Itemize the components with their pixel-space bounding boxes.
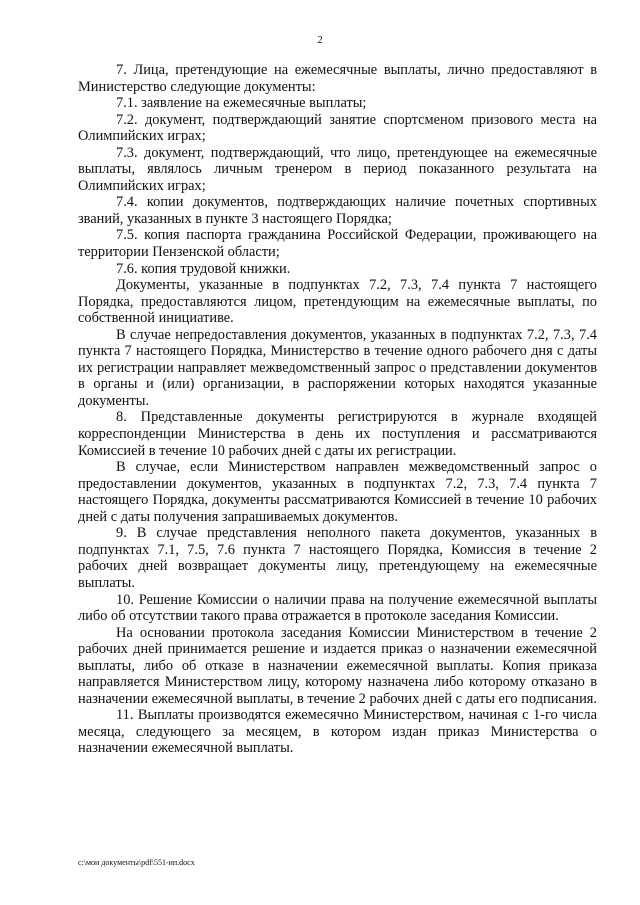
paragraph-7: 7. Лица, претендующие на ежемесячные выплаты, лично предоставляют в Министерство следующие документы: <box>78 62 597 95</box>
paragraph-7-4: 7.4. копии документов, подтверждающих наличие почетных спортивных званий, указанных в пункте 3 настоящего Порядка; <box>78 194 597 227</box>
paragraph-non-provision: В случае непредоставления документов, указанных в подпунктах 7.2, 7.3, 7.4 пункта 7 настоящего Порядка, Министерство в течение одного рабочего дня с даты их регистрации направляет межведомственный запрос о представлении документов в органы и (или) организации, в распоряжении которых находятся указанные документы. <box>78 326 597 409</box>
paragraph-7-5: 7.5. копия паспорта гражданина Российской Федерации, проживающего на территории Пензенской области; <box>78 227 597 261</box>
paragraph-7-6: 7.6. копия трудовой книжки. <box>116 260 291 277</box>
paragraph-10: 10. Решение Комиссии о наличии права на получение ежемесячной выплаты либо об отсутствии такого права отражается в протоколе заседания Комиссии. <box>78 591 597 625</box>
footer-file-path: c:\мои документы\pdf\551-ип.docx <box>78 858 195 867</box>
paragraph-9: 9. В случае представления неполного пакета документов, указанных в подпунктах 7.1, 7.5, 7.6 пункта 7 настоящего Порядка, Комиссия в течение 2 рабочих дней возвращает документы лицу, претендующему на ежемесячные выплаты. <box>78 525 597 591</box>
document-body <box>78 62 597 757</box>
paragraph-documents-initiative: Документы, указанные в подпунктах 7.2, 7.3, 7.4 пункта 7 настоящего Порядка, предоставляются лицом, претендующим на ежемесячные выплаты, по собственной инициативе. <box>78 277 597 327</box>
paragraph-7-1: 7.1. заявление на ежемесячные выплаты; <box>116 95 367 112</box>
paragraph-8: 8. Представленные документы регистрируются в журнале входящей корреспонденции Министерства в день их поступления и рассматриваются Комиссией в течение 10 рабочих дней с даты их регистрации. <box>78 409 597 459</box>
page-number: 2 <box>317 34 323 46</box>
paragraph-7-3: 7.3. документ, подтверждающий, что лицо, претендующее на ежемесячные выплаты, являлось личным тренером в период показанного результата на Олимпийских играх; <box>78 144 597 194</box>
paragraph-protocol-decision: На основании протокола заседания Комиссии Министерством в течение 2 рабочих дней принимается решение и издается приказ о назначении ежемесячной выплаты, либо об отказе в назначении ежемесячной выплаты. Копия приказа направляется Министерством лицу, которому назначена либо которому отказано в назначении ежемесячной выплаты, в течение 2 рабочих дней с даты его подписания. <box>78 624 598 707</box>
paragraph-interagency-request: В случае, если Министерством направлен межведомственный запрос о предоставлении документов, указанных в подпунктах 7.2, 7.3, 7.4 пункта 7 настоящего Порядка, документы рассматриваются Комиссией в течение 10 рабочих дней с даты получения запрашиваемых документов. <box>78 459 597 525</box>
paragraph-7-2: 7.2. документ, подтверждающий занятие спортсменом призового места на Олимпийских играх; <box>78 111 597 145</box>
paragraph-11: 11. Выплаты производятся ежемесячно Министерством, начиная с 1-го числа месяца, следующего за месяцем, в котором издан приказ Министерства о назначении ежемесячной выплаты. <box>78 707 597 757</box>
